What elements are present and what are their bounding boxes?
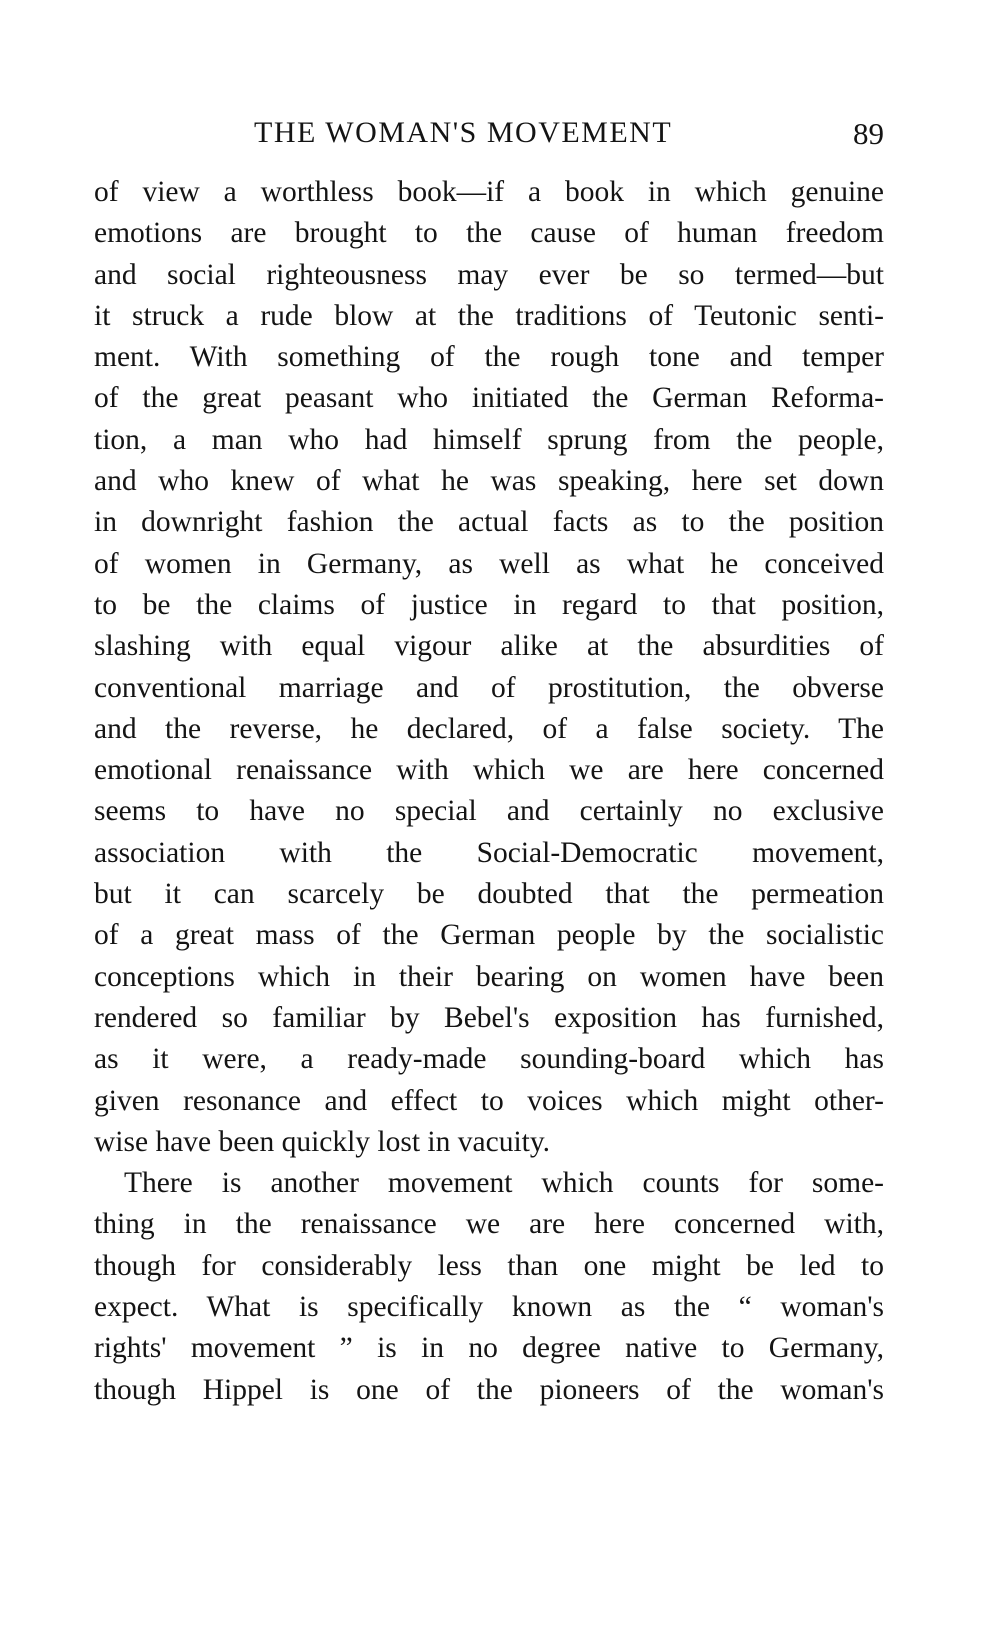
text-line: There is another movement which counts for some- <box>124 1167 884 1200</box>
text-line: given resonance and effect to voices which might other- <box>94 1084 884 1117</box>
text-line: expect. What is specifically known as the “ woman's <box>94 1291 884 1324</box>
text-line: conceptions which in their bearing on women have been <box>94 960 884 993</box>
text-line: wise have been quickly lost in vacuity. <box>94 1125 551 1158</box>
text-line: thing in the renaissance we are here concerned with, <box>94 1208 884 1241</box>
text-line: seems to have no special and certainly no exclusive <box>94 795 884 828</box>
text-line: emotional renaissance with which we are here concerned <box>94 754 884 787</box>
body-text <box>94 172 884 1411</box>
text-line: though for considerably less than one might be led to <box>94 1249 884 1282</box>
text-line: but it can scarcely be doubted that the permeation <box>94 878 884 911</box>
text-line: and social righteousness may ever be so termed—but <box>94 258 884 291</box>
running-head <box>94 116 884 162</box>
text-line: of women in Germany, as well as what he conceived <box>94 547 884 580</box>
text-line: in downright fashion the actual facts as to the position <box>94 506 884 539</box>
paragraph-2 <box>94 1163 884 1411</box>
text-line: emotions are brought to the cause of human freedom <box>94 217 884 250</box>
text-line: conventional marriage and of prostitution, the obverse <box>94 671 884 704</box>
text-line: rights' movement ” is in no degree native to Germany, <box>94 1332 884 1365</box>
text-line: though Hippel is one of the pioneers of the woman's <box>94 1373 884 1406</box>
text-line: ment. With something of the rough tone and temper <box>94 341 884 374</box>
text-line: rendered so familiar by Bebel's exposition has furnished, <box>94 1001 884 1034</box>
text-line: and the reverse, he declared, of a false society. The <box>94 712 884 745</box>
text-line: slashing with equal vigour alike at the absurdities of <box>94 630 884 663</box>
text-line: as it were, a ready-made sounding-board which has <box>94 1043 884 1076</box>
text-line: of view a worthless book—if a book in which genuine <box>94 176 884 208</box>
text-line: association with the Social-Democratic movement, <box>94 836 884 869</box>
text-line: of the great peasant who initiated the German Reforma- <box>94 382 884 415</box>
running-title: THE WOMAN'S MOVEMENT <box>254 116 673 149</box>
text-line: and who knew of what he was speaking, here set down <box>94 465 884 498</box>
paragraph-1 <box>94 172 884 1163</box>
text-line: tion, a man who had himself sprung from the people, <box>94 423 884 456</box>
text-line: of a great mass of the German people by the socialistic <box>94 919 884 952</box>
text-line: it struck a rude blow at the traditions of Teutonic senti- <box>94 299 884 332</box>
page-number: 89 <box>853 116 884 151</box>
text-line: to be the claims of justice in regard to that position, <box>94 588 884 621</box>
